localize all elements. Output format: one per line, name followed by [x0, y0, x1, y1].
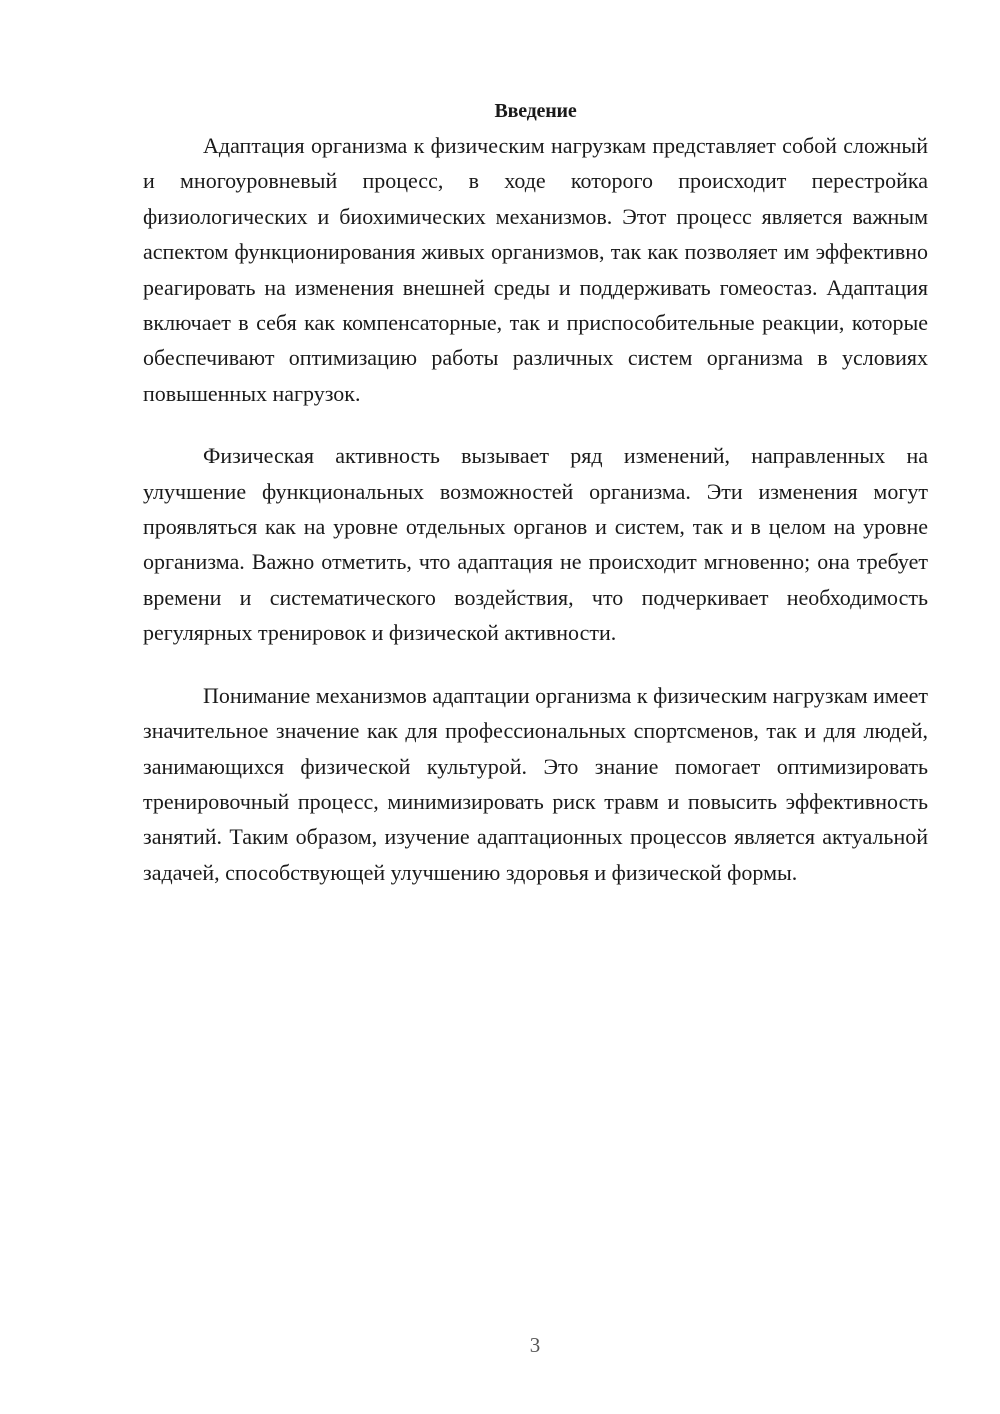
page-number: 3: [529, 1333, 541, 1357]
page-content: [143, 96, 928, 917]
paragraph-3: Понимание механизмов адаптации организма к физическим нагрузкам имеет значительное значение как для профессиональных спортсменов, так и для людей, занимающихся физической культурой. Это знание помогает оптимизировать тренировочный процесс, минимизировать риск травм и повысить эффективность занятий. Таким образом, изучение адаптационных процессов является актуальной задачей, способствующей улучшению здоровья и физической формы.: [143, 682, 928, 885]
paragraph-1: Адаптация организма к физическим нагрузкам представляет собой сложный и многоуровневый процесс, в ходе которого происходит перестройка физиологических и биохимических механизмов. Этот процесс является важным аспектом функционирования живых организмов, так как позволяет им эффективно реагировать на изменения внешней среды и поддерживать гомеостаз. Адаптация включает в себя как компенсаторные, так и приспособительные реакции, которые обеспечивают оптимизацию работы различных систем организма в условиях повышенных нагрузок.: [143, 133, 928, 406]
section-heading: Введение: [494, 100, 577, 122]
paragraph-2: Физическая активность вызывает ряд изменений, направленных на улучшение функциональных возможностей организма. Эти изменения могут проявляться как на уровне отдельных органов и систем, так и в целом на уровне организма. Важно отметить, что адаптация не происходит мгновенно; она требует времени и систематического воздействия, что подчеркивает необходимость регулярных тренировок и физической активности.: [143, 443, 928, 646]
